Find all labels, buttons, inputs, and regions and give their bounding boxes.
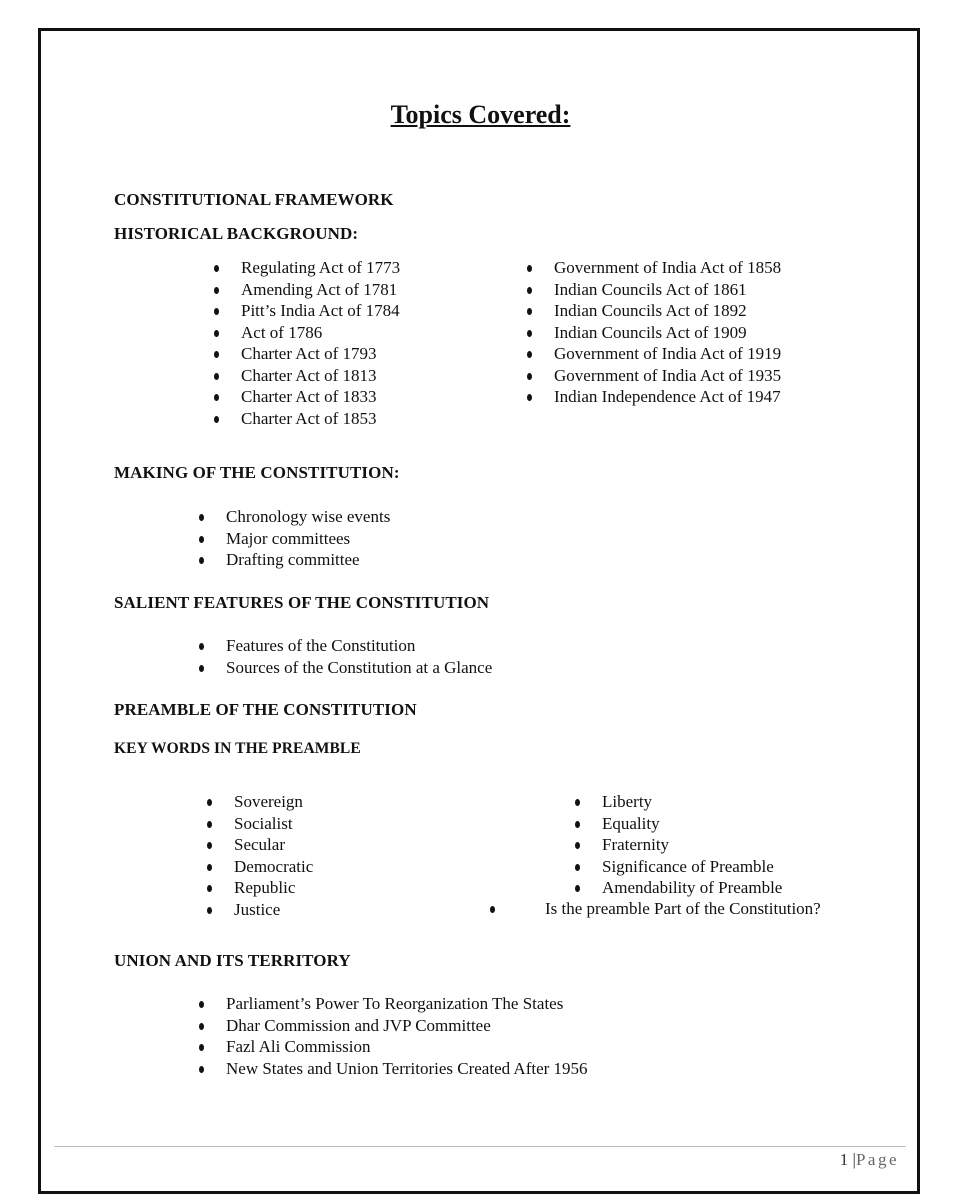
bullet-icon [207, 842, 212, 849]
bullet-icon [575, 821, 580, 828]
list-item: Significance of Preamble [575, 856, 782, 878]
list-item: Government of India Act of 1935 [527, 365, 781, 387]
bullet-icon [214, 394, 219, 401]
heading-constitutional-framework: CONSTITUTIONAL FRAMEWORK [114, 190, 394, 209]
list-item: Chronology wise events [199, 506, 390, 528]
list-item: Charter Act of 1813 [214, 365, 400, 387]
preamble-extra [490, 898, 821, 920]
bullet-icon [214, 416, 219, 423]
heading-key-words: KEY WORDS IN THE PREAMBLE [114, 740, 361, 757]
bullet-icon [214, 373, 219, 380]
list-item: Socialist [207, 813, 313, 835]
bullet-icon [199, 665, 204, 672]
heading-union-territory: UNION AND ITS TERRITORY [114, 951, 351, 970]
union-list [199, 993, 588, 1079]
bullet-icon [199, 1044, 204, 1051]
list-item: Sovereign [207, 791, 313, 813]
list-item: Fraternity [575, 834, 782, 856]
bullet-icon [214, 330, 219, 337]
list-item: Liberty [575, 791, 782, 813]
list-item: Parliament’s Power To Reorganization The States [199, 993, 588, 1015]
bullet-icon [199, 536, 204, 543]
list-item: Charter Act of 1793 [214, 343, 400, 365]
bullet-icon [214, 308, 219, 315]
list-item: Democratic [207, 856, 313, 878]
bullet-icon [199, 557, 204, 564]
list-item: Secular [207, 834, 313, 856]
bullet-icon [527, 308, 532, 315]
bullet-icon [199, 1023, 204, 1030]
bullet-icon [214, 351, 219, 358]
list-item: Is the preamble Part of the Constitution? [490, 898, 821, 920]
bullet-icon [199, 643, 204, 650]
heading-making-of-constitution: MAKING OF THE CONSTITUTION: [114, 463, 400, 482]
bullet-icon [575, 842, 580, 849]
bullet-icon [575, 885, 580, 892]
page-number: 1 [839, 1150, 849, 1169]
bullet-icon [575, 799, 580, 806]
list-item: Justice [207, 899, 313, 921]
bullet-icon [527, 287, 532, 294]
list-item: Dhar Commission and JVP Committee [199, 1015, 588, 1037]
list-item: Fazl Ali Commission [199, 1036, 588, 1058]
bullet-icon [207, 907, 212, 914]
list-item: Indian Councils Act of 1892 [527, 300, 781, 322]
list-item: Charter Act of 1853 [214, 408, 400, 430]
list-item: Indian Councils Act of 1861 [527, 279, 781, 301]
bullet-icon [527, 373, 532, 380]
list-item: Equality [575, 813, 782, 835]
page-title: Topics Covered: [390, 100, 571, 129]
bullet-icon [207, 885, 212, 892]
bullet-icon [214, 287, 219, 294]
list-item: Drafting committee [199, 549, 390, 571]
list-item: Regulating Act of 1773 [214, 257, 400, 279]
bullet-icon [527, 330, 532, 337]
bullet-icon [214, 265, 219, 272]
bullet-icon [527, 394, 532, 401]
page-footer [840, 1150, 899, 1170]
salient-list [199, 635, 492, 678]
making-list [199, 506, 390, 571]
bullet-icon [527, 265, 532, 272]
list-item: Government of India Act of 1858 [527, 257, 781, 279]
bullet-icon [199, 1066, 204, 1073]
list-item: Pitt’s India Act of 1784 [214, 300, 400, 322]
heading-salient-features: SALIENT FEATURES OF THE CONSTITUTION [114, 593, 490, 612]
bullet-icon [199, 514, 204, 521]
bullet-icon [527, 351, 532, 358]
bullet-icon [575, 864, 580, 871]
list-item: Features of the Constitution [199, 635, 492, 657]
list-item: Act of 1786 [214, 322, 400, 344]
list-item: New States and Union Territories Created After 1956 [199, 1058, 588, 1080]
footer-divider [54, 1146, 906, 1147]
bullet-icon [199, 1001, 204, 1008]
bullet-icon [207, 799, 212, 806]
heading-preamble: PREAMBLE OF THE CONSTITUTION [114, 700, 417, 719]
preamble-list-right [575, 791, 782, 899]
list-item: Amending Act of 1781 [214, 279, 400, 301]
bullet-icon [207, 821, 212, 828]
list-item: Government of India Act of 1919 [527, 343, 781, 365]
list-item: Indian Independence Act of 1947 [527, 386, 781, 408]
bullet-icon [490, 906, 495, 913]
page-label: Page [855, 1150, 899, 1169]
list-item: Indian Councils Act of 1909 [527, 322, 781, 344]
historical-list-right [527, 257, 781, 408]
list-item: Major committees [199, 528, 390, 550]
list-item: Amendability of Preamble [575, 877, 782, 899]
list-item: Republic [207, 877, 313, 899]
list-item: Charter Act of 1833 [214, 386, 400, 408]
preamble-list-left [207, 791, 313, 920]
bullet-icon [207, 864, 212, 871]
list-item: Sources of the Constitution at a Glance [199, 657, 492, 679]
historical-list-left [214, 257, 400, 429]
page-separator: | [852, 1150, 856, 1169]
heading-historical-background: HISTORICAL BACKGROUND: [114, 224, 359, 243]
